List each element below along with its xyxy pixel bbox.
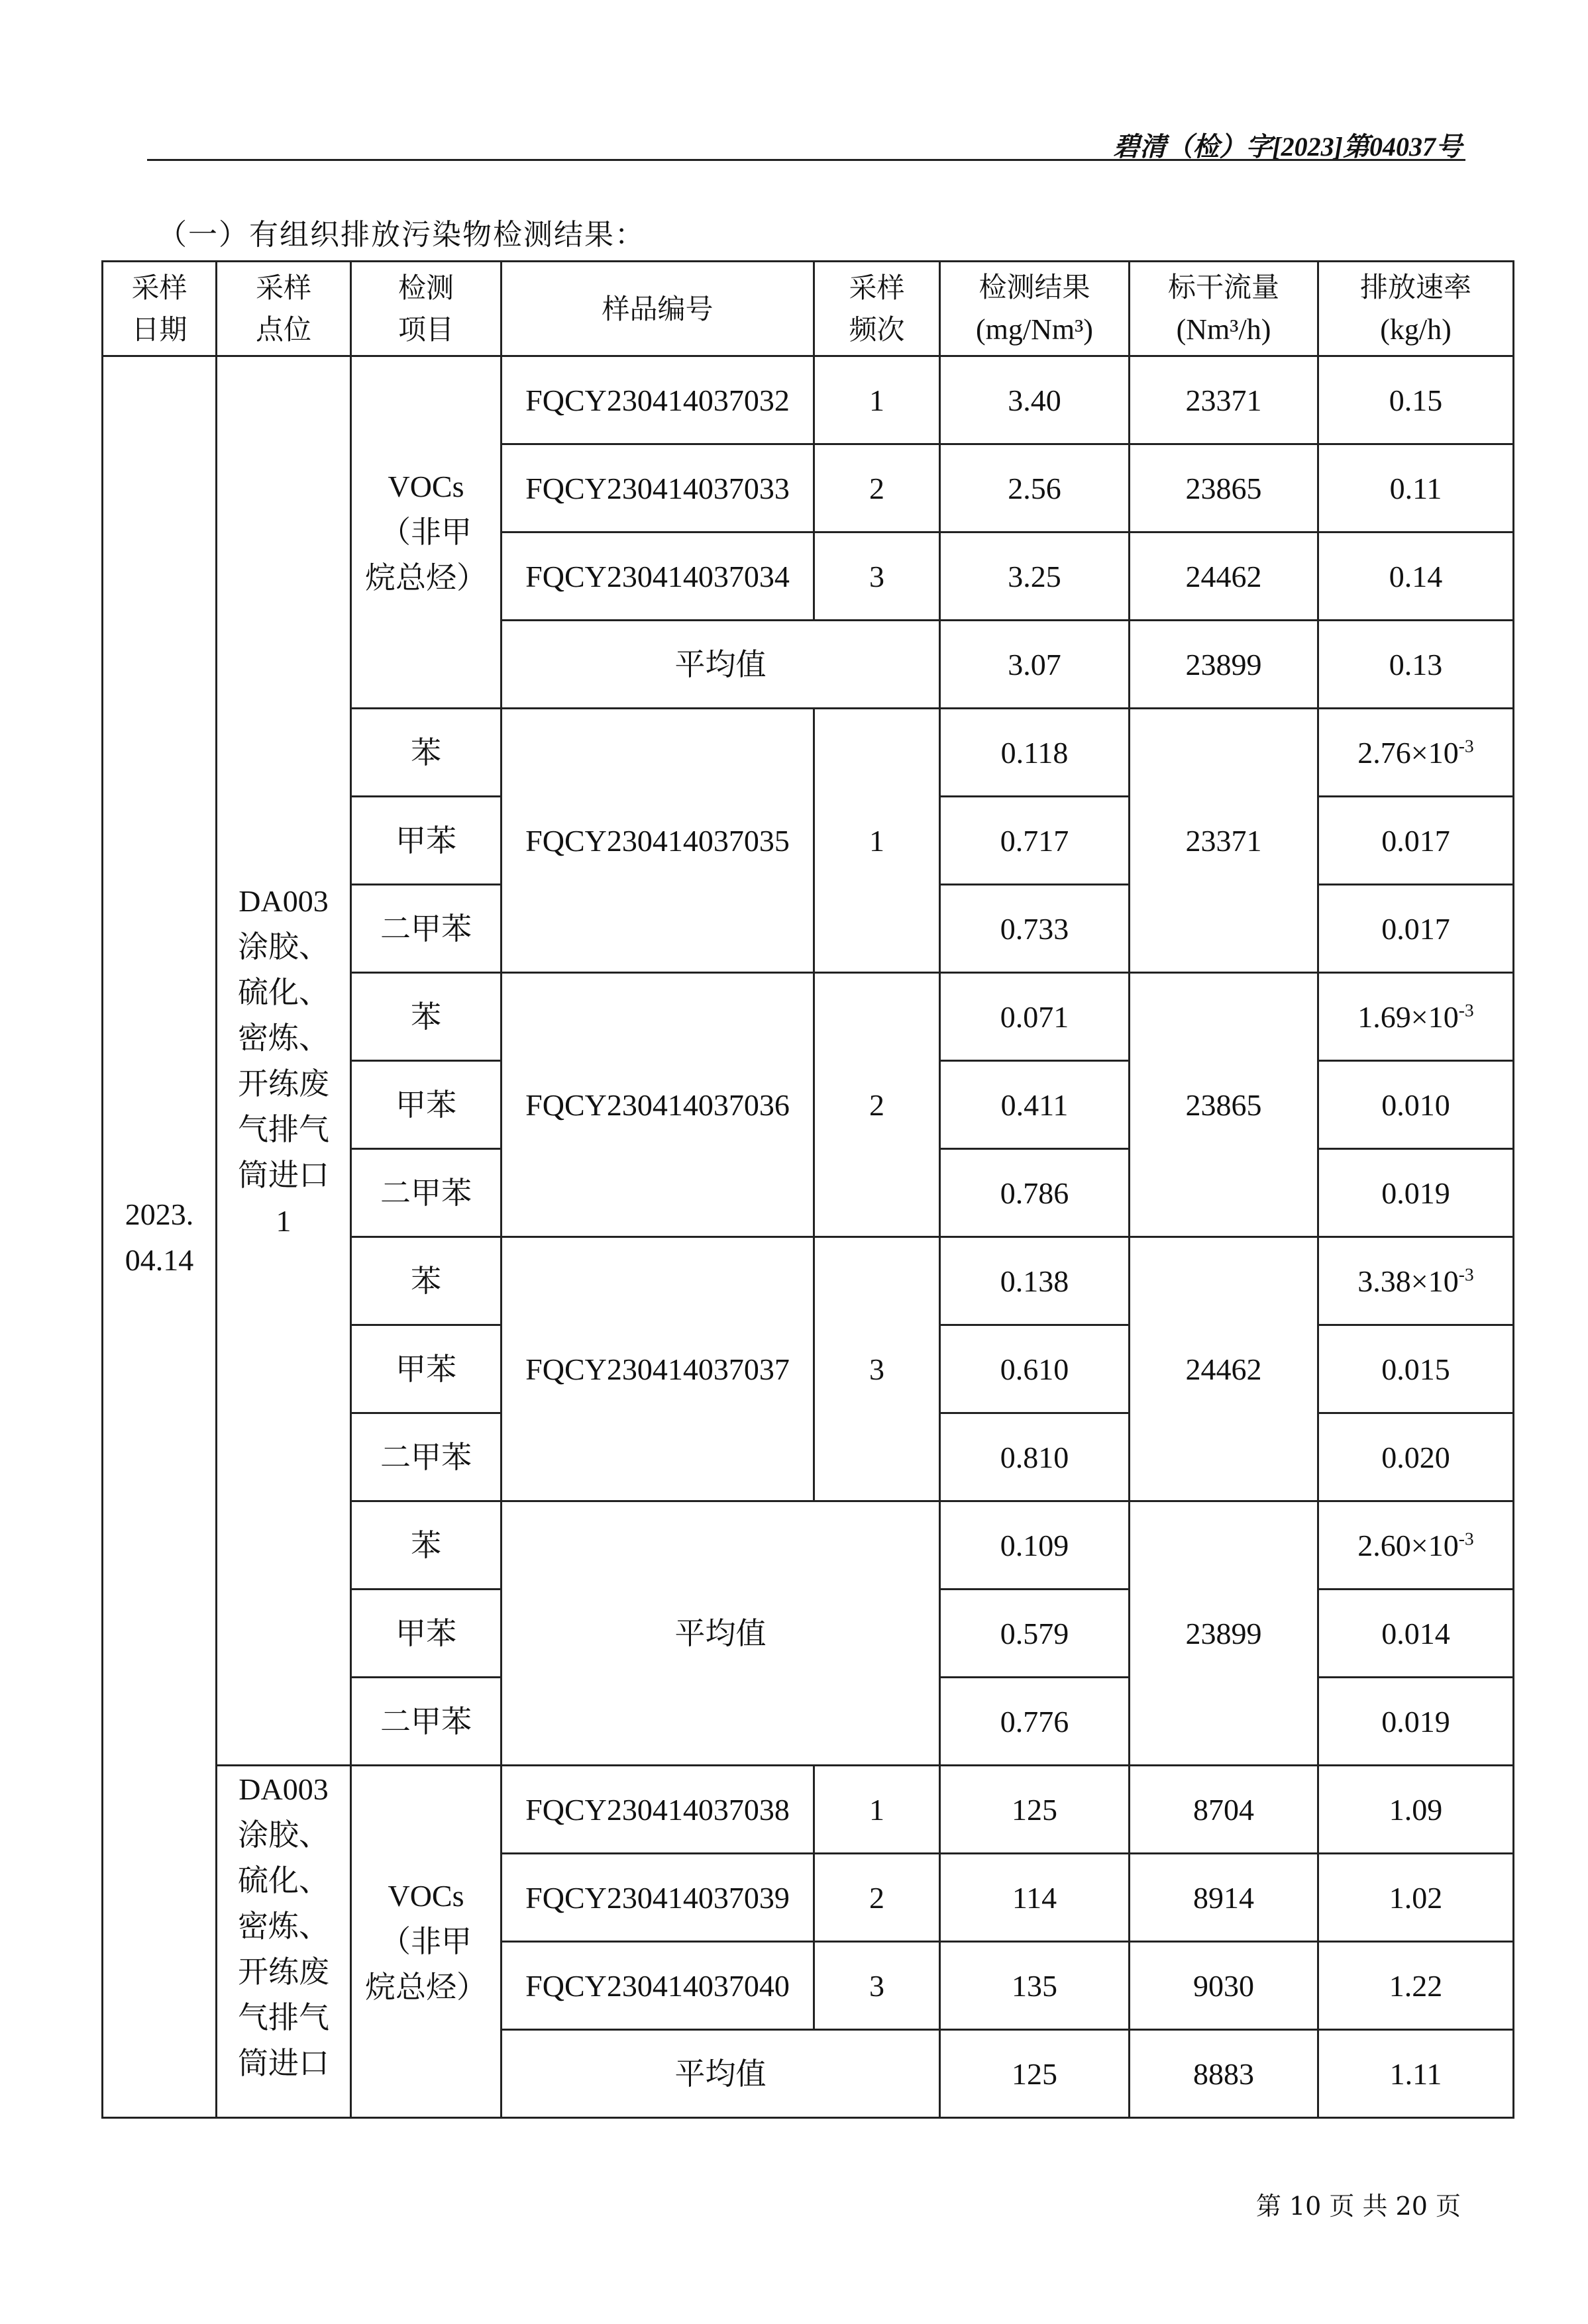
table-header-row <box>103 262 1514 356</box>
rate-value: 1.09 <box>1318 1766 1514 1854</box>
header-rule <box>147 159 1465 161</box>
frequency: 3 <box>814 532 940 621</box>
result-value: 0.118 <box>940 709 1130 797</box>
result-value: 2.56 <box>940 444 1130 532</box>
result-value: 3.25 <box>940 532 1130 621</box>
sample-id: FQCY230414037040 <box>502 1942 814 2030</box>
rate-value: 0.13 <box>1318 621 1514 709</box>
col-header-date: 采样 日期 <box>103 262 217 356</box>
rate-value: $2.76\times 10^{-3}$ <box>1318 709 1514 797</box>
item-toluene: 甲苯 <box>351 1061 502 1149</box>
table-row <box>103 1766 1514 1854</box>
result-value: 0.109 <box>940 1501 1130 1590</box>
average-label: 平均值 <box>502 621 940 709</box>
flow-value: 24462 <box>1130 1237 1318 1501</box>
frequency: 2 <box>814 973 940 1237</box>
item-xylene: 二甲苯 <box>351 885 502 973</box>
item-benzene: 苯 <box>351 709 502 797</box>
sampling-site-2: DA003 涂胶、 硫化、 密炼、 开练废 气排气 筒进口 <box>217 1766 351 2118</box>
flow-value: 8704 <box>1130 1766 1318 1854</box>
col-header-site: 采样 点位 <box>217 262 351 356</box>
result-value: 0.733 <box>940 885 1130 973</box>
frequency: 1 <box>814 709 940 973</box>
sample-id: FQCY230414037037 <box>502 1237 814 1501</box>
item-xylene: 二甲苯 <box>351 1678 502 1766</box>
rate-value: 0.15 <box>1318 356 1514 444</box>
rate-value: 0.019 <box>1318 1678 1514 1766</box>
sampling-site-1: DA003 涂胶、 硫化、 密炼、 开练废 气排气 筒进口 1 <box>217 356 351 1766</box>
rate-value: 1.11 <box>1318 2030 1514 2118</box>
results-table <box>101 260 1514 2119</box>
result-value: 0.138 <box>940 1237 1130 1325</box>
col-header-rate: 排放速率 (kg/h) <box>1318 262 1514 356</box>
result-value: 0.786 <box>940 1149 1130 1237</box>
rate-value: 1.02 <box>1318 1854 1514 1942</box>
col-header-result: 检测结果 (mg/Nm³) <box>940 262 1130 356</box>
frequency: 1 <box>814 356 940 444</box>
col-header-flow: 标干流量 (Nm³/h) <box>1130 262 1318 356</box>
item-benzene: 苯 <box>351 973 502 1061</box>
item-benzene: 苯 <box>351 1237 502 1325</box>
frequency: 1 <box>814 1766 940 1854</box>
frequency: 3 <box>814 1237 940 1501</box>
page-number: 第 10 页 共 20 页 <box>1255 2192 1461 2221</box>
result-value: 0.810 <box>940 1413 1130 1501</box>
sampling-date: 2023. 04.14 <box>103 356 217 2118</box>
result-value: 114 <box>940 1854 1130 1942</box>
col-header-item: 检测 项目 <box>351 262 502 356</box>
rate-value: 0.14 <box>1318 532 1514 621</box>
sample-id: FQCY230414037032 <box>502 356 814 444</box>
flow-value: 8883 <box>1130 2030 1318 2118</box>
frequency: 2 <box>814 444 940 532</box>
frequency: 2 <box>814 1854 940 1942</box>
result-value: 0.776 <box>940 1678 1130 1766</box>
result-value: 3.07 <box>940 621 1130 709</box>
section-title: （一）有组织排放污染物检测结果： <box>158 218 645 252</box>
result-value: 125 <box>940 1766 1130 1854</box>
rate-value: 0.015 <box>1318 1325 1514 1413</box>
rate-value: 0.020 <box>1318 1413 1514 1501</box>
flow-value: 23371 <box>1130 356 1318 444</box>
average-label: 平均值 <box>502 1501 940 1766</box>
result-value: 0.071 <box>940 973 1130 1061</box>
result-value: 0.610 <box>940 1325 1130 1413</box>
flow-value: 8914 <box>1130 1854 1318 1942</box>
sample-id: FQCY230414037038 <box>502 1766 814 1854</box>
frequency: 3 <box>814 1942 940 2030</box>
average-label: 平均值 <box>502 2030 940 2118</box>
rate-value: 0.019 <box>1318 1149 1514 1237</box>
report-number: 碧清（检）字[2023]第04037号 <box>1113 132 1462 162</box>
item-toluene: 甲苯 <box>351 1325 502 1413</box>
rate-value: 0.11 <box>1318 444 1514 532</box>
flow-value: 9030 <box>1130 1942 1318 2030</box>
flow-value: 23899 <box>1130 621 1318 709</box>
sample-id: FQCY230414037034 <box>502 532 814 621</box>
rate-value: $1.69\times 10^{-3}$ <box>1318 973 1514 1061</box>
result-value: 0.579 <box>940 1590 1130 1678</box>
sample-id: FQCY230414037035 <box>502 709 814 973</box>
rate-value: 0.010 <box>1318 1061 1514 1149</box>
flow-value: 24462 <box>1130 532 1318 621</box>
rate-value: $3.38\times 10^{-3}$ <box>1318 1237 1514 1325</box>
rate-value: $2.60\times 10^{-3}$ <box>1318 1501 1514 1590</box>
flow-value: 23371 <box>1130 709 1318 973</box>
sample-id: FQCY230414037039 <box>502 1854 814 1942</box>
rate-value: 1.22 <box>1318 1942 1514 2030</box>
table-row <box>103 356 1514 444</box>
sample-id: FQCY230414037036 <box>502 973 814 1237</box>
flow-value: 23899 <box>1130 1501 1318 1766</box>
result-value: 3.40 <box>940 356 1130 444</box>
item-vocs: VOCs （非甲 烷总烃） <box>351 1766 502 2118</box>
rate-value: 0.014 <box>1318 1590 1514 1678</box>
result-value: 0.411 <box>940 1061 1130 1149</box>
item-xylene: 二甲苯 <box>351 1413 502 1501</box>
item-benzene: 苯 <box>351 1501 502 1590</box>
rate-value: 0.017 <box>1318 797 1514 885</box>
flow-value: 23865 <box>1130 444 1318 532</box>
col-header-sample-id: 样品编号 <box>502 262 814 356</box>
col-header-frequency: 采样 频次 <box>814 262 940 356</box>
result-value: 0.717 <box>940 797 1130 885</box>
item-vocs: VOCs （非甲 烷总烃） <box>351 356 502 709</box>
rate-value: 0.017 <box>1318 885 1514 973</box>
item-toluene: 甲苯 <box>351 797 502 885</box>
result-value: 135 <box>940 1942 1130 2030</box>
result-value: 125 <box>940 2030 1130 2118</box>
flow-value: 23865 <box>1130 973 1318 1237</box>
sample-id: FQCY230414037033 <box>502 444 814 532</box>
item-xylene: 二甲苯 <box>351 1149 502 1237</box>
item-toluene: 甲苯 <box>351 1590 502 1678</box>
